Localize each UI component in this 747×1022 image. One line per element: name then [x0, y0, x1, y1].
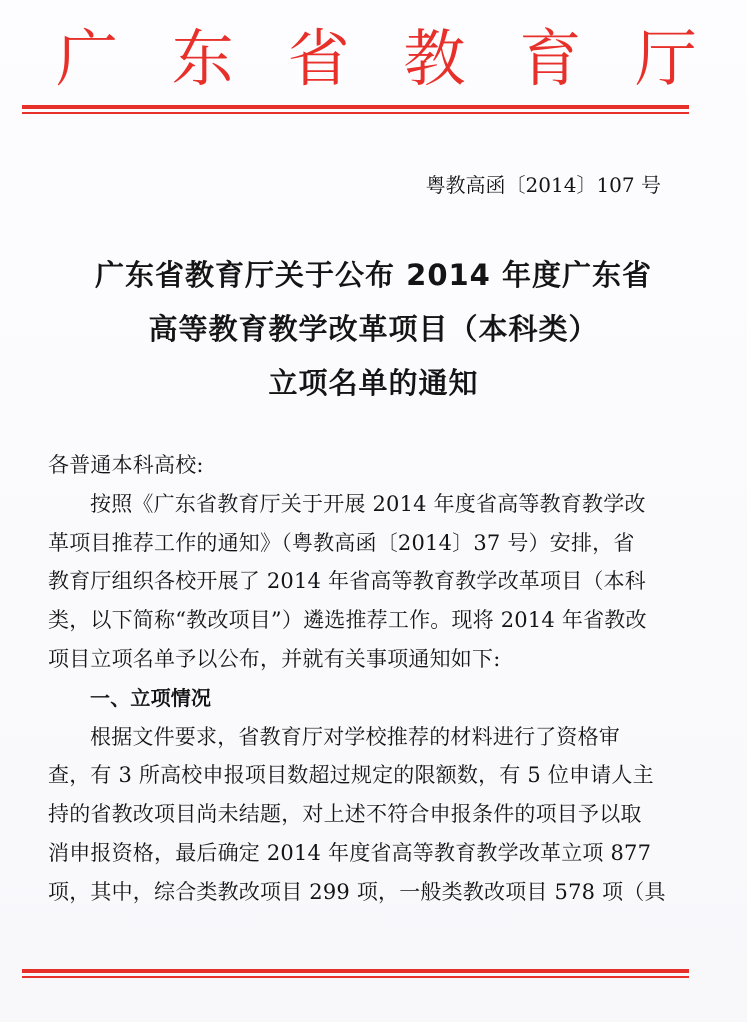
- masthead-char-4: 教: [403, 22, 466, 95]
- paragraph-2-line-1: 根据文件要求，省教育厅对学校推荐的材料进行了资格审: [90, 724, 620, 749]
- document-number: 粤教高函〔2014〕107 号: [425, 173, 661, 197]
- paragraph-2-line-2: 查，有 3 所高校申报项目数超过规定的限额数，有 5 位申请人主: [48, 763, 654, 788]
- paragraph-2-line-5: 项，其中，综合类教改项目 299 项，一般类教改项目 578 项（具: [48, 879, 666, 904]
- paragraph-2-line-4: 消申报资格，最后确定 2014 年度省高等教育教学改革立项 877: [48, 840, 652, 865]
- title-line-1: 广东省教育厅关于公布 2014 年度广东省: [95, 258, 652, 292]
- section-heading-1: 一、立项情况: [90, 685, 212, 710]
- document-body: [48, 446, 671, 912]
- masthead-char-3: 省: [287, 22, 350, 95]
- paragraph-1-line-4: 类，以下简称“教改项目”）遴选推荐工作。现将 2014 年省教改: [48, 608, 647, 633]
- masthead: [20, 16, 727, 102]
- salutation: 各普通本科高校:: [48, 453, 204, 477]
- document-title: [0, 248, 747, 410]
- paragraph-1-line-5: 项目立项名单予以公布，并就有关事项通知如下:: [48, 646, 501, 671]
- masthead-char-2: 东: [171, 22, 234, 95]
- masthead-char-1: 广: [56, 22, 119, 95]
- footer-red-rule-secondary: [22, 976, 689, 978]
- title-line-2: 高等教育教学改革项目（本科类）: [148, 312, 599, 346]
- header-red-rule-secondary: [22, 112, 689, 114]
- title-line-3: 立项名单的通知: [268, 366, 479, 400]
- paragraph-2-line-3: 持的省教改项目尚未结题，对上述不符合申报条件的项目予以取: [48, 802, 642, 827]
- paragraph-1-line-1: 按照《广东省教育厅关于开展 2014 年度省高等教育教学改: [90, 491, 646, 516]
- footer-red-rule: [22, 969, 689, 973]
- masthead-char-6: 厅: [634, 22, 697, 95]
- header-red-rule: [22, 105, 689, 109]
- masthead-char-5: 育: [519, 22, 582, 95]
- paragraph-1-line-2: 革项目推荐工作的通知》（粤教高函〔2014〕37 号）安排，省: [48, 530, 635, 555]
- paragraph-1-line-3: 教育厅组织各校开展了 2014 年省高等教育教学改革项目（本科: [48, 569, 646, 594]
